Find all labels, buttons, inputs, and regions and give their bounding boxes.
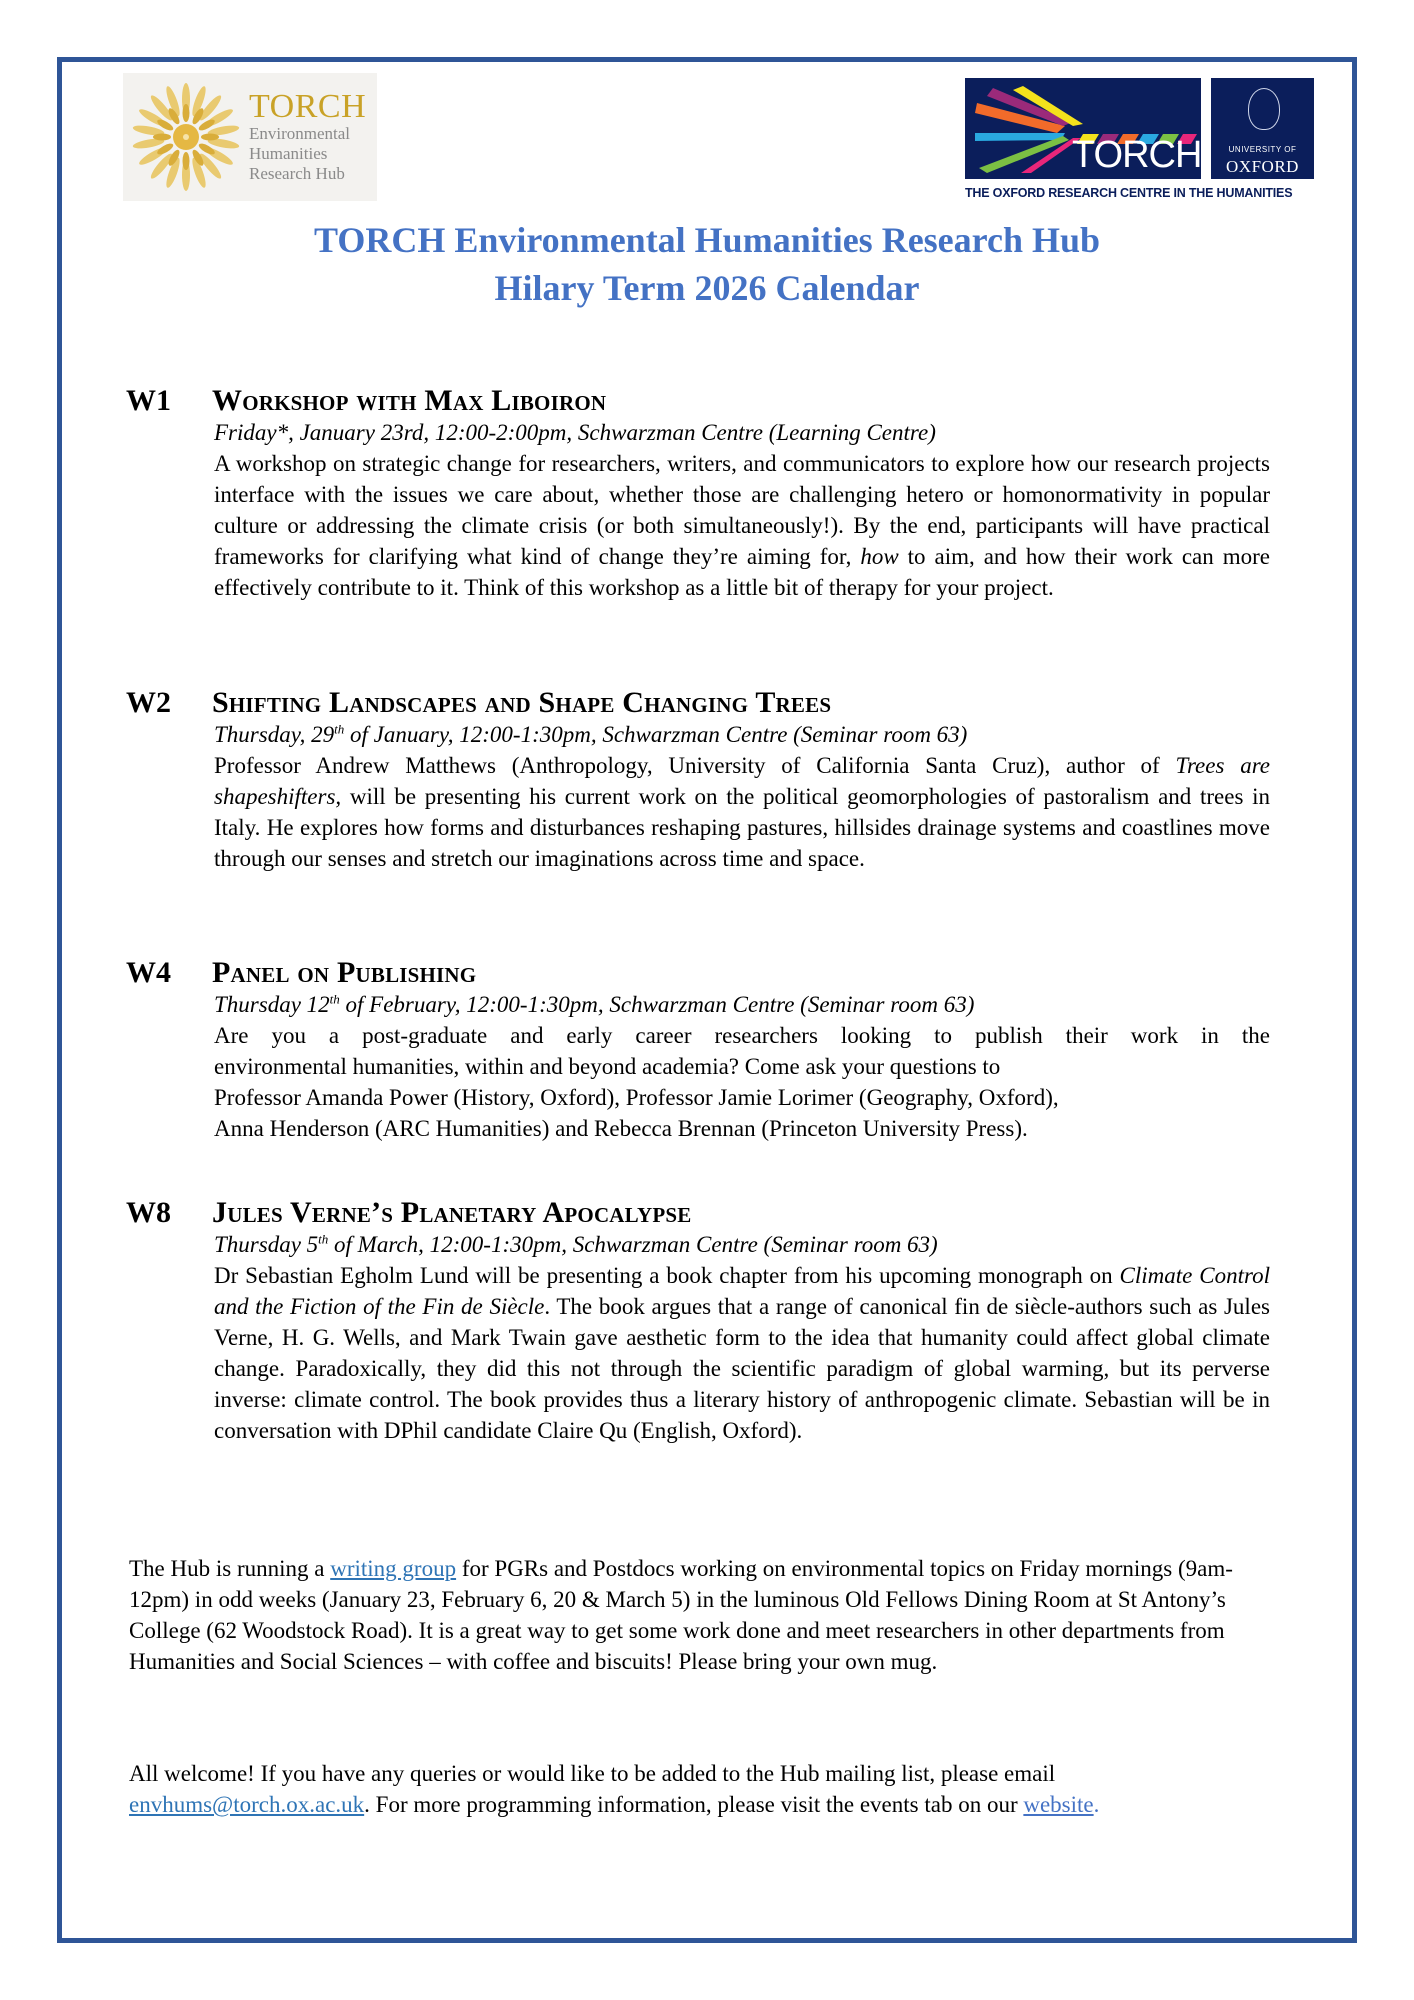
- oxford-label: OXFORD: [1226, 157, 1299, 176]
- event-description: Professor Andrew Matthews (Anthropology, University of California Santa Cruz), author of Trees are shapeshifters, will be presenting his current work on the political geomorphologies of pastoralism and trees in Italy. He explores how forms and disturbances reshaping pastures, hillsides drainage systems and coastlines move through our senses and stretch our imaginations across time and space.: [214, 753, 1270, 871]
- email-link[interactable]: envhums@torch.ox.ac.uk: [129, 1792, 365, 1817]
- event-title: Shifting Landscapes and Shape Changing Trees: [212, 686, 832, 719]
- sun-emblem-icon: [131, 82, 241, 192]
- torch-oxford-logo: [965, 78, 1325, 200]
- event-week: W1: [126, 384, 171, 417]
- event-w4: [126, 956, 1286, 1144]
- logo-left-line2: Humanities: [249, 144, 328, 163]
- contact-paragraph: All welcome! If you have any queries or would like to be added to the Hub mailing list, please email envhums@torch.ox.ac.uk. For more programming information, please visit the events tab on our website.: [129, 1761, 1100, 1817]
- logo-left-line1: Environmental: [249, 124, 351, 143]
- logo-left-line3: Research Hub: [249, 164, 345, 183]
- event-week: W8: [126, 1196, 171, 1229]
- torch-wordmark-box: [965, 78, 1201, 179]
- website-link[interactable]: website: [1023, 1792, 1094, 1817]
- event-w8: [126, 1196, 1286, 1446]
- event-meta: Friday*, January 23rd, 12:00-2:00pm, Schwarzman Centre (Learning Centre): [214, 420, 936, 445]
- university-of-label: UNIVERSITY OF: [1228, 145, 1297, 154]
- event-week: W4: [126, 956, 171, 989]
- event-w1: [126, 384, 1286, 603]
- event-title: Workshop with Max Liboiron: [212, 384, 607, 417]
- page-subtitle: Hilary Term 2026 Calendar: [494, 268, 920, 308]
- torch-caption: THE OXFORD RESEARCH CENTRE IN THE HUMANITIES: [965, 186, 1293, 200]
- oxford-crest-icon: [1248, 88, 1280, 130]
- event-meta: Thursday 12th of February, 12:00-1:30pm, Schwarzman Centre (Seminar room 63): [214, 991, 975, 1017]
- event-title: Jules Verne’s Planetary Apocalypse: [212, 1196, 692, 1229]
- event-meta: Thursday, 29th of January, 12:00-1:30pm, Schwarzman Centre (Seminar room 63): [214, 721, 968, 747]
- event-description: Dr Sebastian Egholm Lund will be presenting a book chapter from his upcoming monograph on Climate Control and the Fiction of the Fin de Siècle. The book argues that a range of canonical fin de siècle-authors such as Jules Verne, H. G. Wells, and Mark Twain gave aesthetic form to the idea that humanity could affect global climate change. Paradoxically, they did this not through the scientific paradigm of global warming, but its perverse inverse: climate control. The book provides thus a literary history of anthropogenic climate. Sebastian will be in conversation with DPhil candidate Claire Qu (English, Oxford).: [214, 1263, 1270, 1443]
- oxford-box: [1211, 78, 1314, 179]
- torch-wordmark: TORCH: [1072, 134, 1201, 176]
- event-w2: [126, 686, 1286, 874]
- torch-env-humanities-logo: [123, 73, 377, 201]
- event-meta: Thursday 5th of March, 12:00-1:30pm, Schwarzman Centre (Seminar room 63): [214, 1231, 938, 1257]
- page-title: TORCH Environmental Humanities Research Hub: [313, 220, 1101, 260]
- writing-group-link[interactable]: writing group: [330, 1556, 457, 1581]
- logo-left-name: TORCH: [249, 88, 367, 125]
- event-title: Panel on Publishing: [212, 956, 477, 989]
- writing-group-paragraph: The Hub is running a writing group for PGRs and Postdocs working on environmental topics on Friday mornings (9am-12pm) in odd weeks (January 23, February 6, 20 & March 5) in the luminous Old Fellows Dining Room at St Antony’s College (62 Woodstock Road). It is a great way to get some work done and meet researchers in other departments from Humanities and Social Sciences – with coffee and biscuits! Please bring your own mug.: [129, 1556, 1233, 1674]
- event-description: Are you a post-graduate and early career researchers looking to publish their work in the environmental humanities, within and beyond academia? Come ask your questions to Professor Amanda Power (History, Oxford), Professor Jamie Lorimer (Geography, Oxford), Anna Henderson (ARC Humanities) and Rebecca Brennan (Princeton University Press).: [214, 1023, 1270, 1141]
- event-week: W2: [126, 686, 171, 719]
- event-description: A workshop on strategic change for researchers, writers, and communicators to explore how our research projects interface with the issues we care about, whether those are challenging hetero or homonormativity in popular culture or addressing the climate crisis (or both simultaneously!). By the end, participants will have practical frameworks for clarifying what kind of change they’re aiming for, how to aim, and how their work can more effectively contribute to it. Think of this workshop as a little bit of therapy for your project.: [214, 451, 1270, 600]
